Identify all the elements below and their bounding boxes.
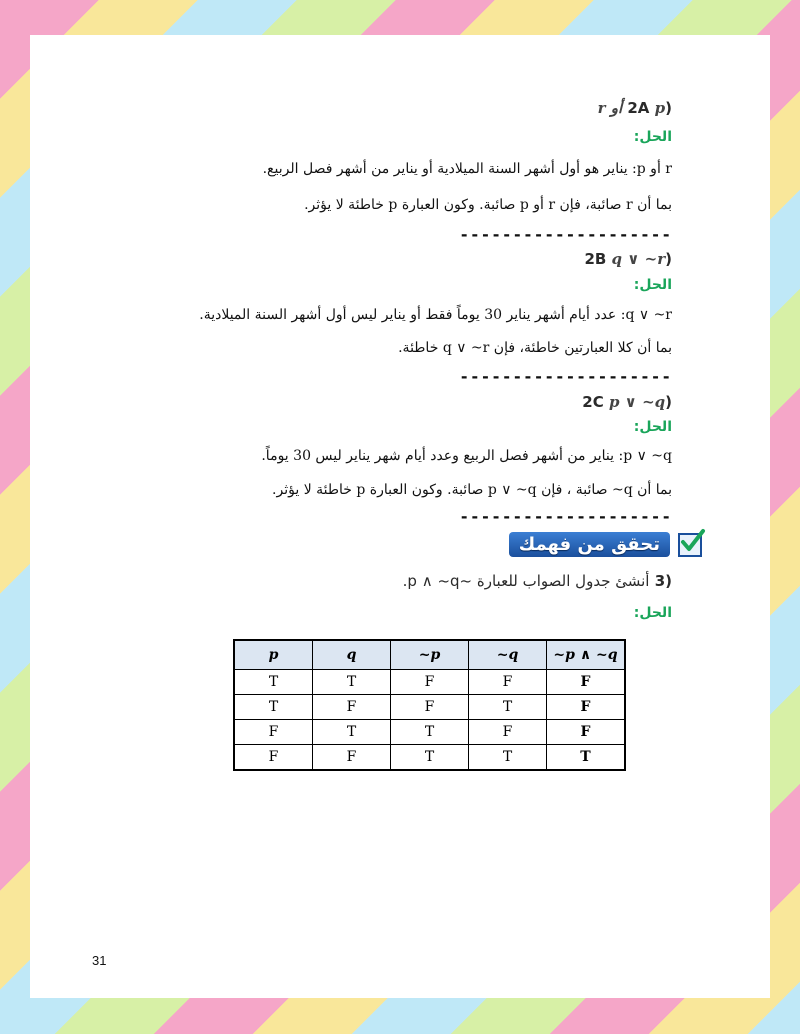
table-row — [234, 745, 625, 771]
table-cell: T — [234, 695, 313, 720]
exercise-2b-solution-label: الحل: — [633, 277, 672, 293]
exercise-2b-line-1: q ∨ ~r: عدد أيام أشهر يناير 30 يوماً فقط أو يناير ليس أول أشهر السنة الميلادية. — [199, 307, 672, 323]
table-row — [234, 695, 625, 720]
header-not-p: ~p — [391, 640, 469, 670]
table-cell: F — [234, 720, 313, 745]
table-cell: F — [469, 720, 547, 745]
table-cell: F — [547, 670, 626, 695]
exercise-2c-title — [582, 393, 672, 411]
exercise-2b-line-2: بما أن كلا العبارتين خاطئة، فإن q ∨ ~r خاطئة. — [398, 340, 672, 356]
truth-table-header-row — [234, 640, 625, 670]
page-number: 31 — [92, 953, 107, 968]
table-cell: T — [469, 745, 547, 771]
header-q: q — [313, 640, 391, 670]
table-cell: T — [391, 745, 469, 771]
check-understanding-heading — [509, 532, 702, 557]
table-cell: F — [391, 670, 469, 695]
document-page — [30, 35, 770, 998]
table-cell: F — [313, 745, 391, 771]
table-row — [234, 670, 625, 695]
exercise-2c-line-1: p ∨ ~q: يناير من أشهر فصل الربيع وعدد أيام شهر يناير ليس 30 يوماً. — [261, 448, 672, 464]
exercise-2a-number: (2A — [627, 99, 672, 117]
table-cell: F — [391, 695, 469, 720]
exercise-2c-solution-label: الحل: — [633, 419, 672, 435]
exercise-2c-line-2: بما أن q~ صائبة ، فإن p ∨ ~q صائبة. وكون العبارة p خاطئة لا يؤثر. — [272, 482, 672, 498]
exercise-2a-expression: p أو r — [597, 99, 666, 117]
separator-1: -------------------- — [459, 225, 672, 244]
separator-3: -------------------- — [459, 507, 672, 526]
exercise-3-title — [403, 572, 672, 590]
check-understanding-label: تحقق من فهمك — [509, 532, 670, 557]
table-cell: F — [547, 720, 626, 745]
table-cell: F — [469, 670, 547, 695]
exercise-2a-solution-label: الحل: — [633, 129, 672, 145]
exercise-2b-expression: q ∨ ~r — [611, 250, 666, 268]
header-not-q: ~q — [469, 640, 547, 670]
checkbox-checkmark-icon — [678, 533, 702, 557]
separator-2: -------------------- — [459, 367, 672, 386]
exercise-3-solution-label: الحل: — [633, 605, 672, 621]
exercise-3-prompt: أنشئ جدول الصواب للعبارة ~p ∧ ~q. — [402, 572, 650, 590]
truth-table — [233, 639, 626, 771]
table-cell: F — [234, 745, 313, 771]
header-not-p-and-not-q: ~p ∧ ~q — [547, 640, 626, 670]
table-cell: F — [313, 695, 391, 720]
table-cell: T — [547, 745, 626, 771]
table-cell: T — [391, 720, 469, 745]
exercise-2b-number: (2B — [584, 250, 672, 268]
table-cell: T — [234, 670, 313, 695]
exercise-2c-number: (2C — [582, 393, 672, 411]
exercise-2a-title — [598, 99, 672, 117]
exercise-2b-title — [584, 250, 672, 268]
exercise-3-number: (3 — [654, 572, 672, 590]
table-cell: T — [313, 670, 391, 695]
table-cell: T — [313, 720, 391, 745]
table-row — [234, 720, 625, 745]
header-p: p — [234, 640, 313, 670]
exercise-2a-line-1: r أو p: يناير هو أول أشهر السنة الميلادية أو يناير من أشهر فصل الربيع. — [262, 161, 672, 177]
exercise-2c-expression: p ∨ ~q — [608, 393, 666, 411]
exercise-2a-line-2: بما أن r صائبة، فإن r أو p صائبة. وكون العبارة p خاطئة لا يؤثر. — [304, 197, 672, 213]
table-cell: T — [469, 695, 547, 720]
table-cell: F — [547, 695, 626, 720]
